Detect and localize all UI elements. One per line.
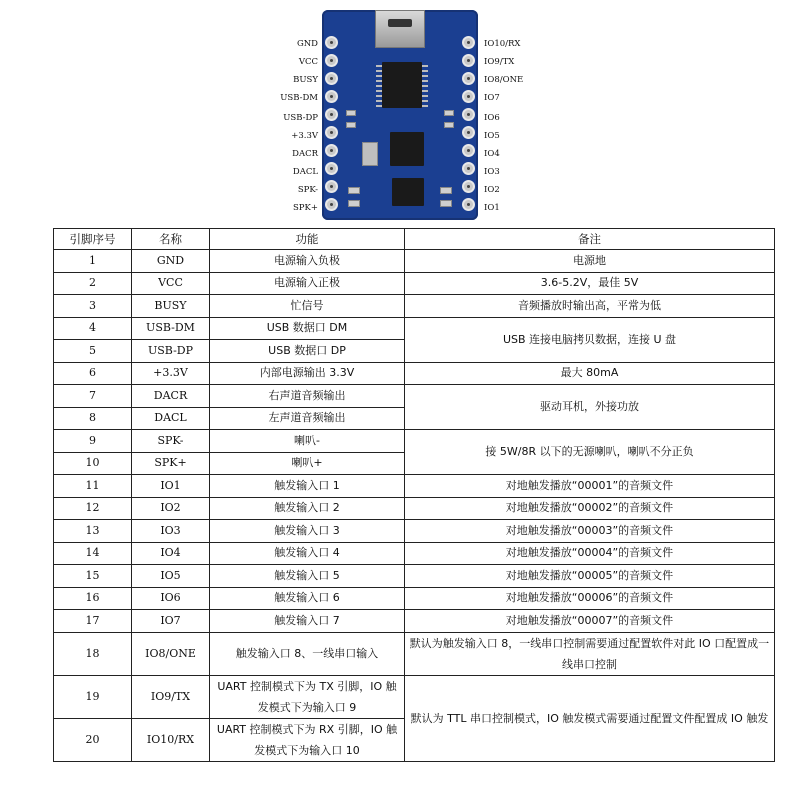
cell-pin-number: 5 bbox=[54, 340, 132, 363]
cell-note: USB 连接电脑拷贝数据，连接 U 盘 bbox=[405, 317, 775, 362]
table-row bbox=[54, 675, 775, 718]
right-pin-label: IO2 bbox=[484, 185, 500, 195]
cell-pin-name: DACL bbox=[132, 407, 210, 430]
table-row bbox=[54, 475, 775, 498]
cell-function: 喇叭+ bbox=[210, 452, 405, 475]
right-pin-label: IO9/TX bbox=[484, 57, 515, 67]
solder-pad bbox=[325, 36, 338, 49]
left-pin-label: VCC bbox=[298, 57, 318, 67]
table-row bbox=[54, 565, 775, 588]
table-row bbox=[54, 250, 775, 273]
chip-lead bbox=[422, 65, 428, 67]
cell-function: 触发输入口 6 bbox=[210, 587, 405, 610]
cell-note: 对地触发播放“00005”的音频文件 bbox=[405, 565, 775, 588]
table-row bbox=[54, 632, 775, 675]
solder-pad bbox=[462, 162, 475, 175]
flash-chip bbox=[390, 132, 424, 166]
amp-chip bbox=[392, 178, 424, 206]
main-chip bbox=[382, 62, 422, 108]
cell-pin-number: 6 bbox=[54, 362, 132, 385]
cell-pin-number: 17 bbox=[54, 610, 132, 633]
chip-lead bbox=[376, 70, 382, 72]
smd-component bbox=[444, 110, 454, 116]
left-pin-label: USB-DM bbox=[280, 93, 318, 103]
cell-pin-name: IO3 bbox=[132, 520, 210, 543]
cell-function: 触发输入口 8、一线串口输入 bbox=[210, 632, 405, 675]
cell-pin-number: 10 bbox=[54, 452, 132, 475]
chip-lead bbox=[422, 85, 428, 87]
table-header-row bbox=[54, 229, 775, 250]
cell-pin-name: GND bbox=[132, 250, 210, 273]
solder-pad bbox=[325, 144, 338, 157]
solder-pad bbox=[462, 72, 475, 85]
cell-note: 音频播放时输出高，平常为低 bbox=[405, 295, 775, 318]
cell-pin-name: IO1 bbox=[132, 475, 210, 498]
cell-note: 默认为 TTL 串口控制模式，IO 触发模式需要通过配置文件配置成 IO 触发 bbox=[405, 675, 775, 761]
smd-component bbox=[348, 200, 360, 207]
pin-table bbox=[53, 228, 775, 762]
table-row bbox=[54, 610, 775, 633]
chip-lead bbox=[376, 95, 382, 97]
solder-pad bbox=[462, 36, 475, 49]
chip-lead bbox=[376, 100, 382, 102]
cell-function: 喇叭- bbox=[210, 430, 405, 453]
cell-function: UART 控制模式下为 RX 引脚，IO 触发模式下为输入口 10 bbox=[210, 718, 405, 761]
cell-function: 触发输入口 4 bbox=[210, 542, 405, 565]
solder-pad bbox=[325, 198, 338, 211]
cell-function: 忙信号 bbox=[210, 295, 405, 318]
table-row bbox=[54, 430, 775, 453]
left-pin-label: +3.3V bbox=[291, 131, 318, 141]
cell-pin-number: 14 bbox=[54, 542, 132, 565]
solder-pad bbox=[462, 180, 475, 193]
cell-note: 对地触发播放“00003”的音频文件 bbox=[405, 520, 775, 543]
chip-lead bbox=[376, 90, 382, 92]
cell-pin-number: 3 bbox=[54, 295, 132, 318]
table-row bbox=[54, 317, 775, 340]
table-row bbox=[54, 272, 775, 295]
cell-function: 触发输入口 3 bbox=[210, 520, 405, 543]
solder-pad bbox=[325, 108, 338, 121]
smd-component bbox=[346, 110, 356, 116]
cell-pin-number: 8 bbox=[54, 407, 132, 430]
solder-pad bbox=[462, 108, 475, 121]
chip-lead bbox=[422, 90, 428, 92]
cell-note: 对地触发播放“00004”的音频文件 bbox=[405, 542, 775, 565]
cell-pin-name: IO9/TX bbox=[132, 675, 210, 718]
micro-usb-connector bbox=[375, 10, 425, 48]
cell-pin-number: 18 bbox=[54, 632, 132, 675]
smd-component bbox=[444, 122, 454, 128]
cell-function: 电源输入负极 bbox=[210, 250, 405, 273]
right-pin-label: IO3 bbox=[484, 167, 500, 177]
cell-pin-number: 1 bbox=[54, 250, 132, 273]
chip-lead bbox=[376, 80, 382, 82]
left-pin-label: DACL bbox=[292, 167, 318, 177]
cell-pin-name: IO5 bbox=[132, 565, 210, 588]
right-pin-label: IO5 bbox=[484, 131, 500, 141]
chip-lead bbox=[376, 105, 382, 107]
cell-pin-name: SPK+ bbox=[132, 452, 210, 475]
crystal bbox=[362, 142, 378, 166]
cell-note: 接 5W/8R 以下的无源喇叭，喇叭不分正负 bbox=[405, 430, 775, 475]
cell-pin-number: 16 bbox=[54, 587, 132, 610]
cell-function: 电源输入正极 bbox=[210, 272, 405, 295]
right-pin-label: IO10/RX bbox=[484, 39, 521, 49]
cell-pin-name: IO7 bbox=[132, 610, 210, 633]
smd-component bbox=[346, 122, 356, 128]
cell-pin-name: SPK- bbox=[132, 430, 210, 453]
cell-function: UART 控制模式下为 TX 引脚，IO 触发模式下为输入口 9 bbox=[210, 675, 405, 718]
cell-pin-number: 20 bbox=[54, 718, 132, 761]
cell-note: 电源地 bbox=[405, 250, 775, 273]
cell-pin-name: IO10/RX bbox=[132, 718, 210, 761]
cell-pin-name: IO6 bbox=[132, 587, 210, 610]
right-pin-label: IO1 bbox=[484, 203, 500, 213]
solder-pad bbox=[462, 54, 475, 67]
cell-function: 触发输入口 1 bbox=[210, 475, 405, 498]
header-pin-number: 引脚序号 bbox=[54, 229, 132, 250]
solder-pad bbox=[462, 90, 475, 103]
table-row bbox=[54, 587, 775, 610]
chip-lead bbox=[422, 70, 428, 72]
right-pin-label: IO6 bbox=[484, 113, 500, 123]
cell-function: 内部电源输出 3.3V bbox=[210, 362, 405, 385]
cell-note: 最大 80mA bbox=[405, 362, 775, 385]
cell-function: 右声道音频输出 bbox=[210, 385, 405, 408]
solder-pad bbox=[462, 126, 475, 139]
chip-lead bbox=[422, 75, 428, 77]
chip-lead bbox=[376, 75, 382, 77]
cell-pin-name: IO8/ONE bbox=[132, 632, 210, 675]
solder-pad bbox=[325, 72, 338, 85]
cell-function: USB 数据口 DM bbox=[210, 317, 405, 340]
cell-function: USB 数据口 DP bbox=[210, 340, 405, 363]
solder-pad bbox=[325, 126, 338, 139]
cell-pin-number: 4 bbox=[54, 317, 132, 340]
cell-note: 驱动耳机，外接功放 bbox=[405, 385, 775, 430]
cell-function: 触发输入口 2 bbox=[210, 497, 405, 520]
left-pin-label: SPK+ bbox=[292, 203, 318, 213]
cell-pin-number: 11 bbox=[54, 475, 132, 498]
table-row bbox=[54, 295, 775, 318]
left-pin-label: BUSY bbox=[293, 75, 318, 85]
header-name: 名称 bbox=[132, 229, 210, 250]
cell-note: 默认为触发输入口 8，一线串口控制需要通过配置软件对此 IO 口配置成一线串口控制 bbox=[405, 632, 775, 675]
cell-pin-number: 9 bbox=[54, 430, 132, 453]
smd-component bbox=[440, 200, 452, 207]
cell-pin-name: DACR bbox=[132, 385, 210, 408]
cell-pin-name: VCC bbox=[132, 272, 210, 295]
cell-pin-name: IO4 bbox=[132, 542, 210, 565]
cell-pin-number: 12 bbox=[54, 497, 132, 520]
cell-pin-number: 7 bbox=[54, 385, 132, 408]
solder-pad bbox=[325, 162, 338, 175]
left-pin-label: USB-DP bbox=[283, 113, 318, 123]
cell-note: 对地触发播放“00001”的音频文件 bbox=[405, 475, 775, 498]
table-row bbox=[54, 542, 775, 565]
chip-lead bbox=[376, 65, 382, 67]
cell-function: 左声道音频输出 bbox=[210, 407, 405, 430]
cell-pin-name: IO2 bbox=[132, 497, 210, 520]
header-note: 备注 bbox=[405, 229, 775, 250]
cell-pin-number: 19 bbox=[54, 675, 132, 718]
cell-pin-name: +3.3V bbox=[132, 362, 210, 385]
cell-pin-number: 15 bbox=[54, 565, 132, 588]
solder-pad bbox=[462, 198, 475, 211]
cell-note: 对地触发播放“00006”的音频文件 bbox=[405, 587, 775, 610]
cell-pin-name: USB-DM bbox=[132, 317, 210, 340]
module-photo bbox=[0, 0, 800, 225]
cell-pin-name: BUSY bbox=[132, 295, 210, 318]
chip-lead bbox=[422, 95, 428, 97]
table-row bbox=[54, 362, 775, 385]
table-row bbox=[54, 385, 775, 408]
left-pin-label: DACR bbox=[292, 149, 318, 159]
cell-pin-name: USB-DP bbox=[132, 340, 210, 363]
solder-pad bbox=[325, 180, 338, 193]
cell-note: 3.6-5.2V，最佳 5V bbox=[405, 272, 775, 295]
table-row bbox=[54, 497, 775, 520]
right-pin-label: IO4 bbox=[484, 149, 500, 159]
left-pin-label: SPK- bbox=[297, 185, 318, 195]
smd-component bbox=[440, 187, 452, 194]
chip-lead bbox=[422, 100, 428, 102]
chip-lead bbox=[422, 105, 428, 107]
solder-pad bbox=[325, 54, 338, 67]
cell-note: 对地触发播放“00002”的音频文件 bbox=[405, 497, 775, 520]
right-pin-label: IO7 bbox=[484, 93, 500, 103]
cell-pin-number: 13 bbox=[54, 520, 132, 543]
solder-pad bbox=[462, 144, 475, 157]
right-pin-label: IO8/ONE bbox=[484, 75, 524, 85]
chip-lead bbox=[376, 85, 382, 87]
left-pin-label: GND bbox=[296, 39, 318, 49]
solder-pad bbox=[325, 90, 338, 103]
smd-component bbox=[348, 187, 360, 194]
cell-function: 触发输入口 7 bbox=[210, 610, 405, 633]
table-row bbox=[54, 520, 775, 543]
cell-function: 触发输入口 5 bbox=[210, 565, 405, 588]
cell-pin-number: 2 bbox=[54, 272, 132, 295]
chip-lead bbox=[422, 80, 428, 82]
header-function: 功能 bbox=[210, 229, 405, 250]
cell-note: 对地触发播放“00007”的音频文件 bbox=[405, 610, 775, 633]
pcb-board bbox=[322, 10, 478, 220]
